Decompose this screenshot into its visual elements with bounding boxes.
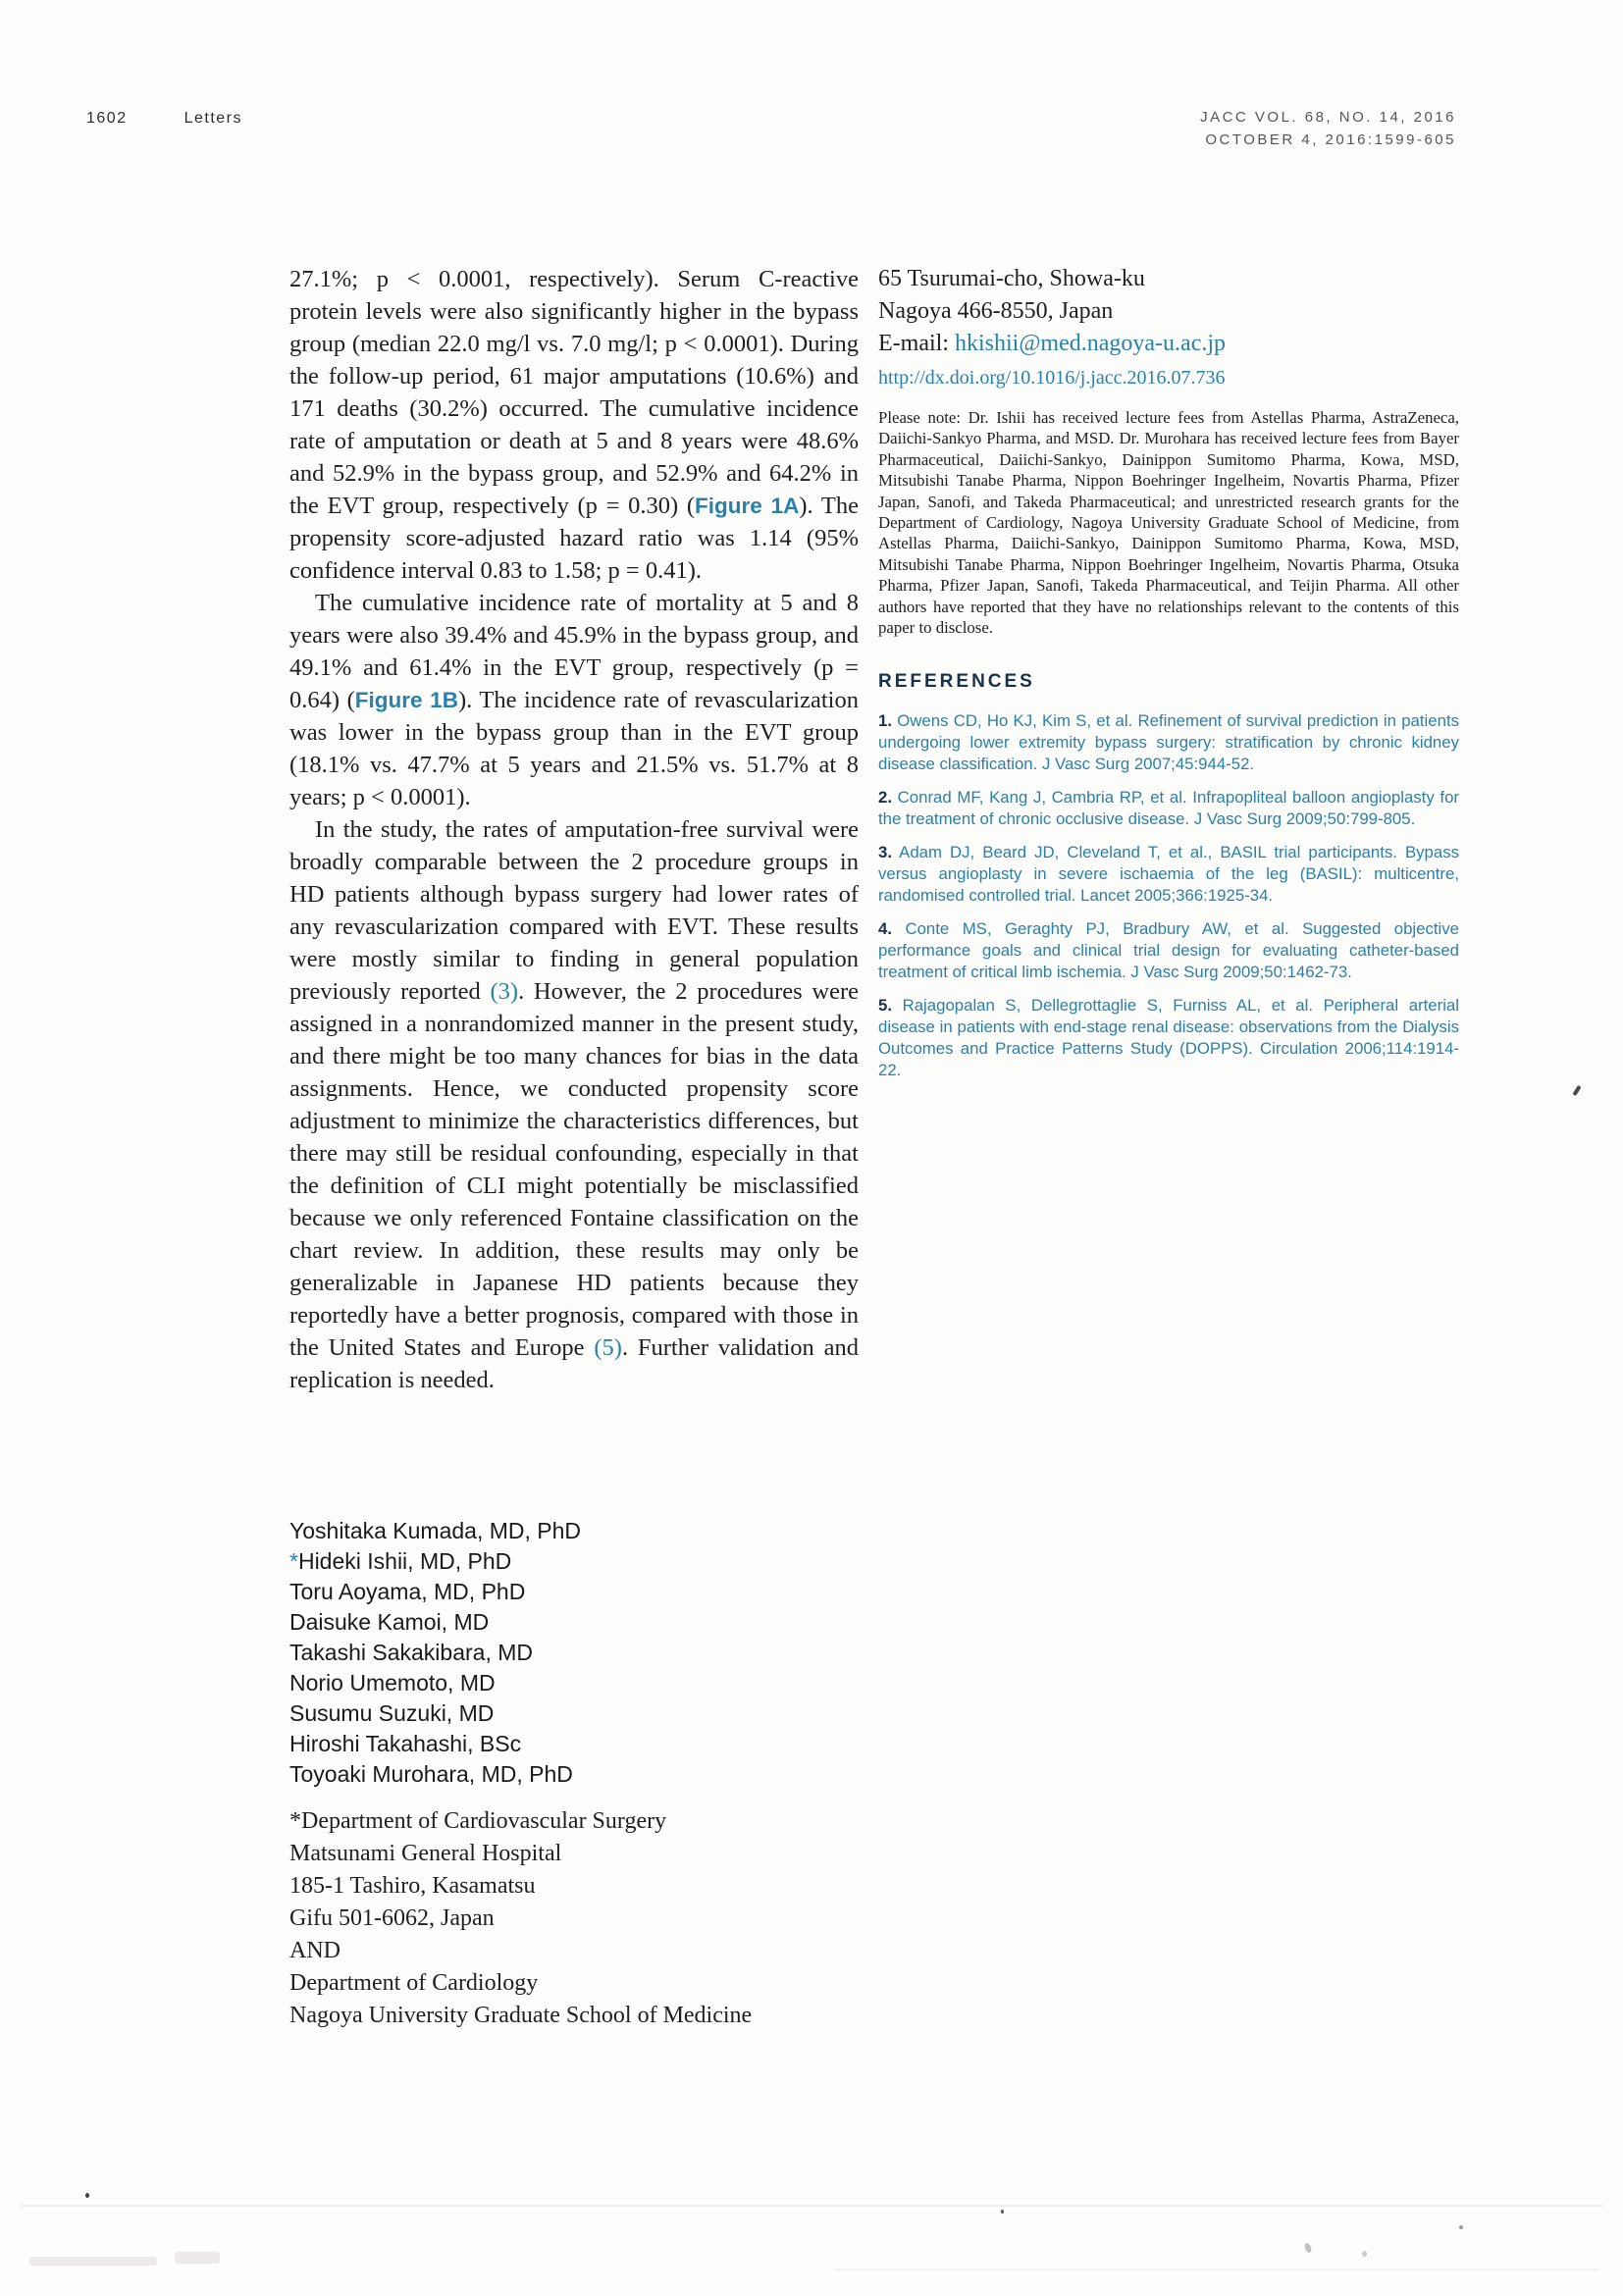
reference-item: 2. Conrad MF, Kang J, Cambria RP, et al. Infrapopliteal balloon angioplasty for the treatment of chronic occlusive disease. J Vasc Surg 2009;50:799-805. <box>878 788 1459 829</box>
reference-number: 1. <box>878 711 892 731</box>
affiliation-line: Department of Cardiology <box>289 1970 539 1996</box>
author-line: Susumu Suzuki, MD <box>289 1700 495 1726</box>
affiliation-block <box>289 1805 859 2032</box>
author-line: Toyoaki Murohara, MD, PhD <box>289 1761 573 1787</box>
scan-speck <box>1001 2210 1004 2214</box>
header-right <box>1200 106 1456 151</box>
citation-link[interactable]: (3) <box>490 978 519 1005</box>
scan-speck <box>1303 2242 1312 2253</box>
scan-speck <box>85 2193 89 2198</box>
scan-speck <box>1362 2251 1367 2257</box>
scan-line-artifact <box>20 2205 1603 2207</box>
author-line: Yoshitaka Kumada, MD, PhD <box>289 1518 582 1543</box>
author-line: Toru Aoyama, MD, PhD <box>289 1579 526 1604</box>
author-line: *Hideki Ishii, MD, PhD <box>289 1548 512 1574</box>
reference-number: 4. <box>878 919 892 939</box>
paragraph: The cumulative incidence rate of mortality at 5 and 8 years were also 39.4% and 45.9% in the bypass group, and 49.1% and 61.4% in the EVT group, respectively (p = 0.64) (Figure 1B). The incidence rate of revascularization was lower in the bypass group than in the EVT group (18.1% vs. 47.7% at 5 years and 21.5% vs. 51.7% at 8 years; p < 0.0001). <box>289 590 859 810</box>
scan-smudge <box>29 2257 157 2266</box>
affiliation-line: Nagoya University Graduate School of Medicine <box>289 2003 753 2028</box>
affiliation-line: Gifu 501-6062, Japan <box>289 1905 495 1931</box>
figure-reference-link[interactable]: Figure 1A <box>695 494 800 518</box>
reference-item: 3. Adam DJ, Beard JD, Cleveland T, et al., BASIL trial participants. Bypass versus angioplasty in severe ischaemia of the leg (BASIL): multicentre, randomised controlled trial. Lancet 2005;366:1925-34. <box>878 843 1459 906</box>
author-line: Takashi Sakakibara, MD <box>289 1640 533 1665</box>
scan-smudge <box>175 2252 220 2264</box>
affiliation-line: 185-1 Tashiro, Kasamatsu <box>289 1873 536 1899</box>
address-line: Nagoya 466-8550, Japan <box>878 298 1114 324</box>
address-line: 65 Tsurumai-cho, Showa-ku <box>878 266 1145 291</box>
journal-volume-line: JACC VOL. 68, NO. 14, 2016 <box>1200 109 1456 126</box>
author-line: Norio Umemoto, MD <box>289 1670 496 1696</box>
reference-list <box>878 710 1459 1081</box>
author-line: Daisuke Kamoi, MD <box>289 1609 490 1635</box>
reference-number: 5. <box>878 996 892 1016</box>
body-paragraphs <box>289 263 859 1396</box>
email-link[interactable]: hkishii@med.nagoya-u.ac.jp <box>954 331 1227 356</box>
citation-link[interactable]: (5) <box>594 1334 622 1361</box>
header-left <box>86 110 242 128</box>
figure-reference-link[interactable]: Figure 1B <box>354 688 458 712</box>
author-line: Hiroshi Takahashi, BSc <box>289 1731 522 1756</box>
left-column <box>289 263 859 1396</box>
scan-speck <box>1572 1085 1581 1096</box>
affiliation-line: *Department of Cardiovascular Surgery <box>289 1808 667 1834</box>
email-label: E-mail: <box>878 331 955 356</box>
reference-number: 2. <box>878 788 892 808</box>
affiliation-line: AND <box>289 1938 340 1963</box>
author-affiliation-block <box>289 1516 859 2032</box>
affiliation-line: Matsunami General Hospital <box>289 1841 562 1866</box>
reference-item: 4. Conte MS, Geraghty PJ, Bradbury AW, et al. Suggested objective performance goals and clinical trial design for evaluating catheter-based treatment of critical limb ischemia. J Vasc Surg 2009;50:1462-73. <box>878 919 1459 982</box>
paragraph: In the study, the rates of amputation-free survival were broadly comparable between the 2 procedure groups in HD patients although bypass surgery had lower rates of any revascularization compared with EVT. These results were mostly similar to finding in general population previously reported (3). However, the 2 procedures were assigned in a nonrandomized manner in the present study, and there might be too many chances for bias in the data assignments. Hence, we conducted propensity score adjustment to minimize the characteristics differences, but there may still be residual confounding, especially in that the definition of CLI might potentially be misclassified because we only referenced Fontaine classification on the chart review. In addition, these results may only be generalizable in Japanese HD patients because they reportedly have a better prognosis, compared with those in the United States and Europe (5). Further validation and replication is needed. <box>289 816 859 1393</box>
corresponding-author-mark: * <box>289 1548 298 1574</box>
reference-item: 5. Rajagopalan S, Dellegrottaglie S, Furniss AL, et al. Peripheral arterial disease in patients with end-stage renal disease: observations from the Dialysis Outcomes and Practice Patterns Study (DOPPS). Circulation 2006;114:1914-22. <box>878 996 1459 1080</box>
email-line <box>878 328 1459 360</box>
author-list <box>289 1516 859 1790</box>
disclosure-note: Please note: Dr. Ishii has received lecture fees from Astellas Pharma, AstraZeneca, Daiichi-Sankyo Pharma, and MSD. Dr. Murohara has received lecture fees from Bayer Pharmaceutical, Daiichi-Sankyo, Dainippon Sumitomo Pharma, Kowa, MSD, Mitsubishi Tanabe Pharma, Nippon Boehringer Ingelheim, Novartis Pharma, Pfizer Japan, Sanofi, and Takeda Pharmaceutical; and unrestricted research grants for the Department of Cardiology, Nagoya University Graduate School of Medicine, from Astellas Pharma, Daiichi-Sankyo, Dainippon Sumitomo Pharma, Kowa, MSD, Mitsubishi Tanabe Pharma, Nippon Boehringer Ingelheim, Novartis Pharma, Otsuka Pharma, Pfizer Japan, Sanofi, Takeda Pharmaceutical, and Teijin Pharma. All other authors have reported that they have no relationships relevant to the contents of this paper to disclose. <box>878 408 1459 638</box>
references-heading: REFERENCES <box>878 671 1035 693</box>
doi-line <box>878 364 1459 391</box>
doi-link[interactable]: http://dx.doi.org/10.1016/j.jacc.2016.07.736 <box>878 367 1226 389</box>
correspondence-address <box>878 263 1459 328</box>
journal-date-line: OCTOBER 4, 2016:1599-605 <box>1205 131 1456 148</box>
right-column <box>878 263 1459 1093</box>
section-label: Letters <box>183 110 243 127</box>
reference-number: 3. <box>878 843 892 862</box>
paragraph: 27.1%; p < 0.0001, respectively). Serum C-reactive protein levels were also significantly higher in the bypass group (median 22.0 mg/l vs. 7.0 mg/l; p < 0.0001). During the follow-up period, 61 major amputations (10.6%) and 171 deaths (30.2%) occurred. The cumulative incidence rate of amputation or death at 5 and 8 years were 48.6% and 52.9% in the bypass group, and 52.9% and 64.2% in the EVT group, respectively (p = 0.30) (Figure 1A). The propensity score-adjusted hazard ratio was 1.14 (95% confidence interval 0.83 to 1.58; p = 0.41). <box>289 266 859 584</box>
scan-line-artifact <box>834 2269 1599 2270</box>
page-number: 1602 <box>86 110 128 127</box>
scan-speck <box>1459 2225 1463 2229</box>
reference-item: 1. Owens CD, Ho KJ, Kim S, et al. Refinement of survival prediction in patients undergoing lower extremity bypass surgery: stratification by chronic kidney disease classification. J Vasc Surg 2007;45:944-52. <box>878 711 1459 774</box>
